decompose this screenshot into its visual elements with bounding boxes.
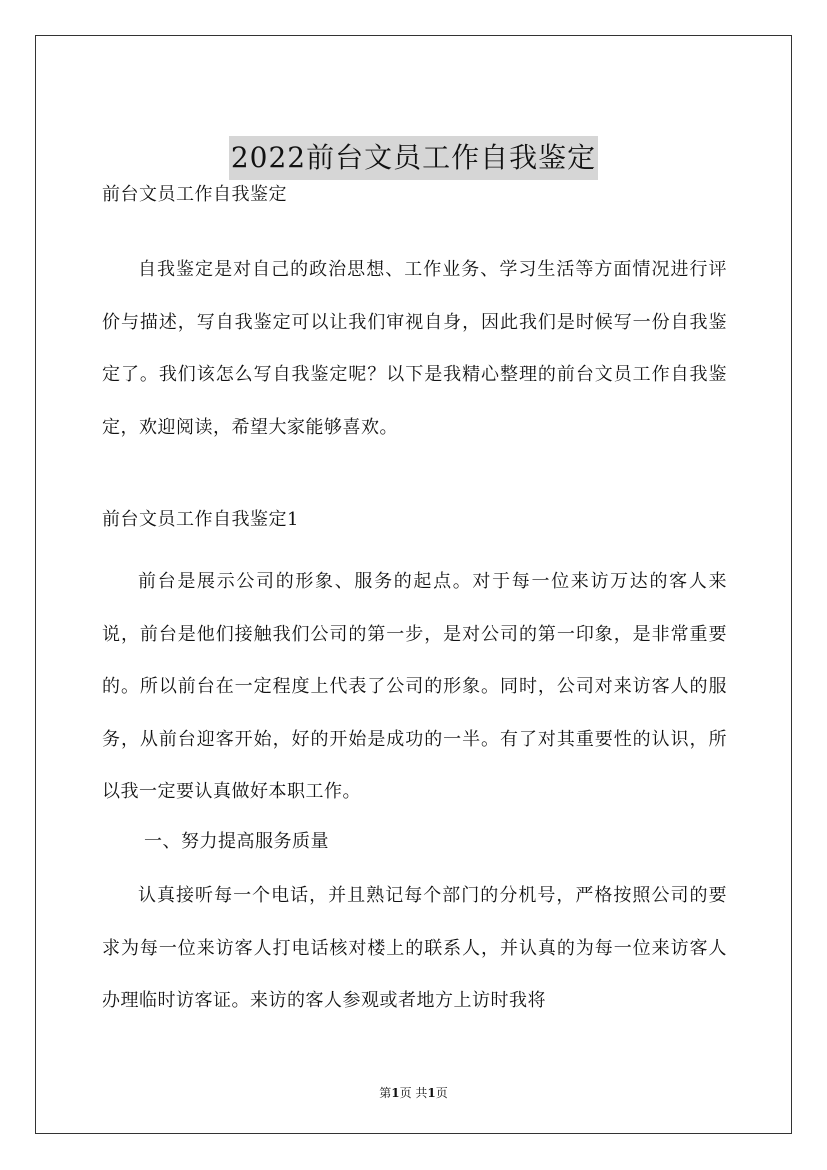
intro-paragraph: 自我鉴定是对自己的政治思想、工作业务、学习生活等方面情况进行评价与描述，写自我鉴定可以让我们审视自身，因此我们是时候写一份自我鉴定了。我们该怎么写自我鉴定呢？以下是我精心整理的前台文员工作自我鉴定，欢迎阅读，希望大家能够喜欢。 [102,259,727,438]
section1-block [102,556,727,819]
document-title: 2022前台文员工作自我鉴定 [229,136,598,180]
footer-page-number: 1 [391,1086,400,1100]
document-page [35,35,792,1134]
footer-total-pages: 1 [427,1086,436,1100]
subtitle: 前台文员工作自我鉴定 [102,184,287,205]
section1-paragraph: 前台是展示公司的形象、服务的起点。对于每一位来访万达的客人来说，前台是他们接触我们公司的第一步，是对公司的第一印象，是非常重要的。所以前台在一定程度上代表了公司的形象。同时，公司对来访客人的服务，从前台迎客开始，好的开始是成功的一半。有了对其重要性的认识，所以我一定要认真做好本职工作。 [102,571,727,802]
point1-block [102,870,727,1028]
point1-paragraph: 认真接听每一个电话，并且熟记每个部门的分机号，严格按照公司的要求为每一位来访客人打电话核对楼上的联系人，并认真的为每一位来访客人办理临时访客证。来访的客人参观或者地方上访时我将 [102,885,727,1011]
point-heading: 一、努力提高服务质量 [144,831,329,852]
title-container [36,136,791,180]
intro-block [102,244,727,454]
section-heading: 前台文员工作自我鉴定1 [102,509,299,530]
footer-suffix: 页 [435,1086,448,1100]
footer-prefix: 第 [379,1086,392,1100]
footer-mid: 页 共 [399,1086,428,1100]
page-footer [36,1084,791,1101]
